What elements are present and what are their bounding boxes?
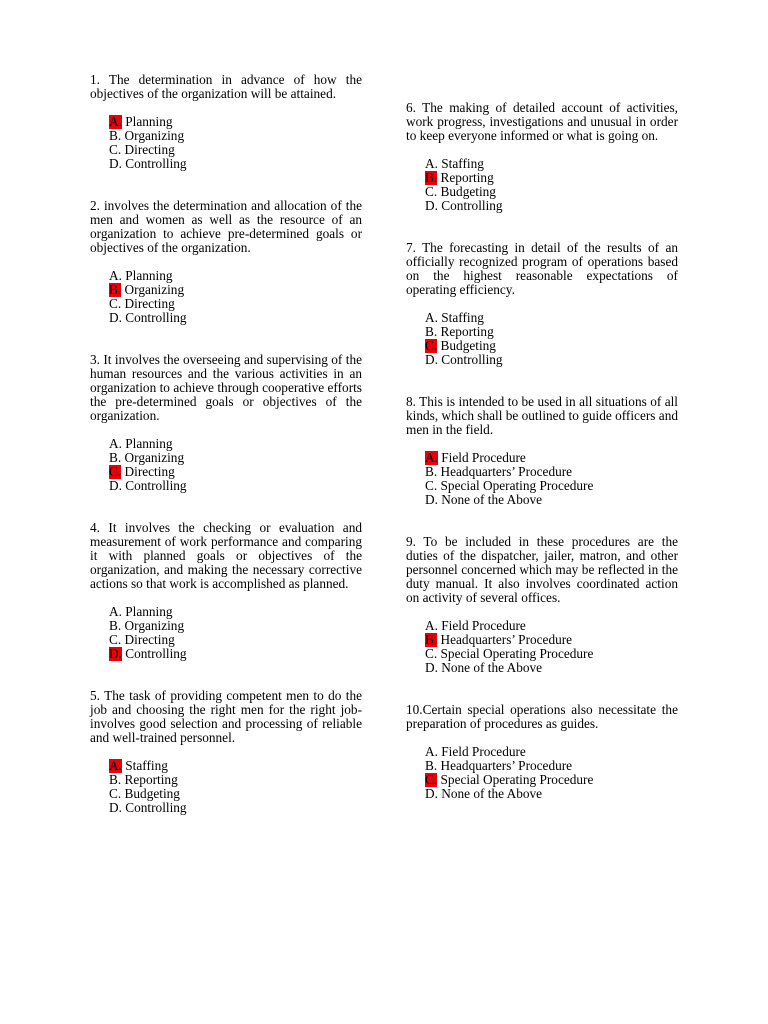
answer-letter: D. <box>109 478 122 493</box>
answer-option <box>109 479 362 493</box>
answer-letter: C. <box>109 296 122 311</box>
correct-answer-letter: C. <box>425 772 438 787</box>
answer-letter: B. <box>109 128 122 143</box>
answer-letter: A. <box>109 604 122 619</box>
question-text: 3. It involves the overseeing and supervising of the human resources and the various activities in an organization to achieve through cooperative efforts the pre-determined goals or objectives of the organization. <box>90 352 362 423</box>
answer-label: None of the Above <box>441 660 543 675</box>
answer-label: Controlling <box>441 198 503 213</box>
answer-option <box>425 339 678 353</box>
question-spacer <box>90 661 362 689</box>
answer-label: Controlling <box>125 646 187 661</box>
answer-label: Controlling <box>125 310 187 325</box>
answer-label: Organizing <box>124 618 185 633</box>
answer-letter: B. <box>425 758 438 773</box>
answer-label: Planning <box>125 114 173 129</box>
answer-option <box>109 311 362 325</box>
question-10 <box>406 703 678 801</box>
answer-label: Directing <box>124 142 175 157</box>
answer-letter: B. <box>425 324 438 339</box>
answer-option <box>425 465 678 479</box>
answer-letter: A. <box>425 744 438 759</box>
answer-letter: A. <box>425 156 438 171</box>
answer-options <box>109 437 362 493</box>
answer-option <box>425 199 678 213</box>
answer-option <box>109 297 362 311</box>
answer-option <box>425 773 678 787</box>
answer-letter: D. <box>109 310 122 325</box>
answer-letter: A. <box>109 436 122 451</box>
answer-label: Controlling <box>125 478 187 493</box>
answer-option <box>109 157 362 171</box>
answer-label: Special Operating Procedure <box>440 478 594 493</box>
answer-option <box>425 157 678 171</box>
right-column <box>406 101 678 801</box>
question-3 <box>90 353 362 493</box>
answer-label: None of the Above <box>441 786 543 801</box>
question-7 <box>406 241 678 367</box>
answer-letter: A. <box>425 618 438 633</box>
question-text: 9. To be included in these procedures are the duties of the dispatcher, jailer, matron, and other personnel concerned which may be reflected in the duty manual. It also involves coordinated action on activity of several offices. <box>406 534 678 605</box>
question-text: 5. The task of providing competent men to do the job and choosing the right men for the right job-involves good selection and processing of reliable and well-trained personnel. <box>90 688 362 745</box>
answer-letter: C. <box>425 646 438 661</box>
answer-letter: D. <box>425 786 438 801</box>
answer-label: Headquarters’ Procedure <box>440 758 573 773</box>
answer-options <box>109 115 362 171</box>
answer-option <box>425 759 678 773</box>
answer-option <box>425 745 678 759</box>
answer-label: None of the Above <box>441 492 543 507</box>
correct-answer-letter: D. <box>109 646 122 661</box>
answer-label: Budgeting <box>124 786 180 801</box>
correct-answer-letter: B. <box>425 632 438 647</box>
answer-label: Staffing <box>441 156 484 171</box>
answer-option <box>425 633 678 647</box>
correct-answer-letter: B. <box>425 170 438 185</box>
answer-option <box>425 647 678 661</box>
answer-options <box>425 157 678 213</box>
answer-option <box>109 283 362 297</box>
answer-label: Controlling <box>125 800 187 815</box>
answer-label: Budgeting <box>440 338 496 353</box>
answer-options <box>109 269 362 325</box>
answer-label: Special Operating Procedure <box>440 772 594 787</box>
answer-option <box>425 493 678 507</box>
answer-letter: B. <box>425 464 438 479</box>
answer-label: Reporting <box>440 324 494 339</box>
answer-label: Headquarters’ Procedure <box>440 632 573 647</box>
answer-option <box>425 661 678 675</box>
question-spacer <box>406 507 678 535</box>
answer-options <box>109 759 362 815</box>
answer-letter: D. <box>425 492 438 507</box>
answer-letter: A. <box>425 310 438 325</box>
answer-option <box>109 115 362 129</box>
question-text: 8. This is intended to be used in all situations of all kinds, which shall be outlined to guide officers and men in the field. <box>406 394 678 437</box>
answer-label: Controlling <box>441 352 503 367</box>
answer-option <box>425 185 678 199</box>
answer-letter: C. <box>425 184 438 199</box>
answer-letter: D. <box>425 352 438 367</box>
question-spacer <box>90 493 362 521</box>
answer-label: Headquarters’ Procedure <box>440 464 573 479</box>
answer-label: Planning <box>125 268 173 283</box>
answer-options <box>425 311 678 367</box>
answer-letter: A. <box>109 268 122 283</box>
answer-label: Directing <box>124 464 175 479</box>
correct-answer-letter: C. <box>109 464 122 479</box>
answer-option <box>109 619 362 633</box>
answer-option <box>425 451 678 465</box>
answer-letter: C. <box>109 786 122 801</box>
question-spacer <box>90 325 362 353</box>
answer-option <box>425 619 678 633</box>
question-text: 4. It involves the checking or evaluation and measurement of work performance and comparing it with planned goals or objectives of the organization, and making the necessary corrective actions so that work is accomplished as planned. <box>90 520 362 591</box>
answer-option <box>425 171 678 185</box>
question-spacer <box>406 367 678 395</box>
answer-letter: B. <box>109 772 122 787</box>
left-column <box>90 73 362 815</box>
question-text: 7. The forecasting in detail of the results of an officially recognized program of operations based on the highest reasonable expectations of operating efficiency. <box>406 240 678 297</box>
answer-option <box>109 129 362 143</box>
answer-option <box>109 647 362 661</box>
answer-letter: B. <box>109 450 122 465</box>
answer-label: Budgeting <box>440 184 496 199</box>
answer-label: Planning <box>125 436 173 451</box>
answer-label: Staffing <box>441 310 484 325</box>
answer-label: Directing <box>124 296 175 311</box>
answer-label: Controlling <box>125 156 187 171</box>
answer-label: Planning <box>125 604 173 619</box>
answer-label: Field Procedure <box>441 618 526 633</box>
answer-label: Organizing <box>124 128 185 143</box>
question-spacer <box>406 675 678 703</box>
answer-label: Organizing <box>124 282 185 297</box>
correct-answer-letter: A. <box>425 450 438 465</box>
answer-option <box>109 787 362 801</box>
question-8 <box>406 395 678 507</box>
question-6 <box>406 101 678 213</box>
answer-option <box>109 269 362 283</box>
question-9 <box>406 535 678 675</box>
answer-label: Organizing <box>124 450 185 465</box>
answer-letter: D. <box>109 800 122 815</box>
answer-options <box>425 745 678 801</box>
answer-option <box>109 465 362 479</box>
question-spacer <box>90 171 362 199</box>
answer-letter: C. <box>425 478 438 493</box>
question-5 <box>90 689 362 815</box>
answer-label: Field Procedure <box>441 450 526 465</box>
answer-option <box>425 353 678 367</box>
question-2 <box>90 199 362 325</box>
answer-option <box>109 633 362 647</box>
answer-label: Reporting <box>440 170 494 185</box>
correct-answer-letter: A. <box>109 758 122 773</box>
answer-label: Directing <box>124 632 175 647</box>
answer-options <box>109 605 362 661</box>
answer-letter: D. <box>425 198 438 213</box>
answer-letter: D. <box>109 156 122 171</box>
question-text: 10.Certain special operations also necessitate the preparation of procedures as guides. <box>406 702 678 731</box>
answer-option <box>109 801 362 815</box>
question-text: 1. The determination in advance of how the objectives of the organization will be attained. <box>90 72 362 101</box>
answer-option <box>109 605 362 619</box>
answer-option <box>425 325 678 339</box>
answer-label: Reporting <box>124 772 178 787</box>
answer-options <box>425 619 678 675</box>
question-spacer <box>406 213 678 241</box>
answer-option <box>109 759 362 773</box>
answer-option <box>109 773 362 787</box>
question-1 <box>90 73 362 171</box>
question-4 <box>90 521 362 661</box>
answer-options <box>425 451 678 507</box>
answer-letter: D. <box>425 660 438 675</box>
question-text: 6. The making of detailed account of activities, work progress, investigations and unusual in order to keep everyone informed or what is going on. <box>406 100 678 143</box>
correct-answer-letter: B. <box>109 282 122 297</box>
answer-label: Field Procedure <box>441 744 526 759</box>
answer-option <box>425 787 678 801</box>
answer-option <box>109 451 362 465</box>
answer-option <box>109 437 362 451</box>
answer-letter: C. <box>109 142 122 157</box>
answer-letter: B. <box>109 618 122 633</box>
answer-option <box>425 479 678 493</box>
correct-answer-letter: C. <box>425 338 438 353</box>
answer-option <box>109 143 362 157</box>
answer-label: Special Operating Procedure <box>440 646 594 661</box>
answer-letter: C. <box>109 632 122 647</box>
question-text: 2. involves the determination and allocation of the men and women as well as the resource of an organization to achieve pre-determined goals or objectives of the organization. <box>90 198 362 255</box>
answer-option <box>425 311 678 325</box>
correct-answer-letter: A. <box>109 114 122 129</box>
answer-label: Staffing <box>125 758 168 773</box>
